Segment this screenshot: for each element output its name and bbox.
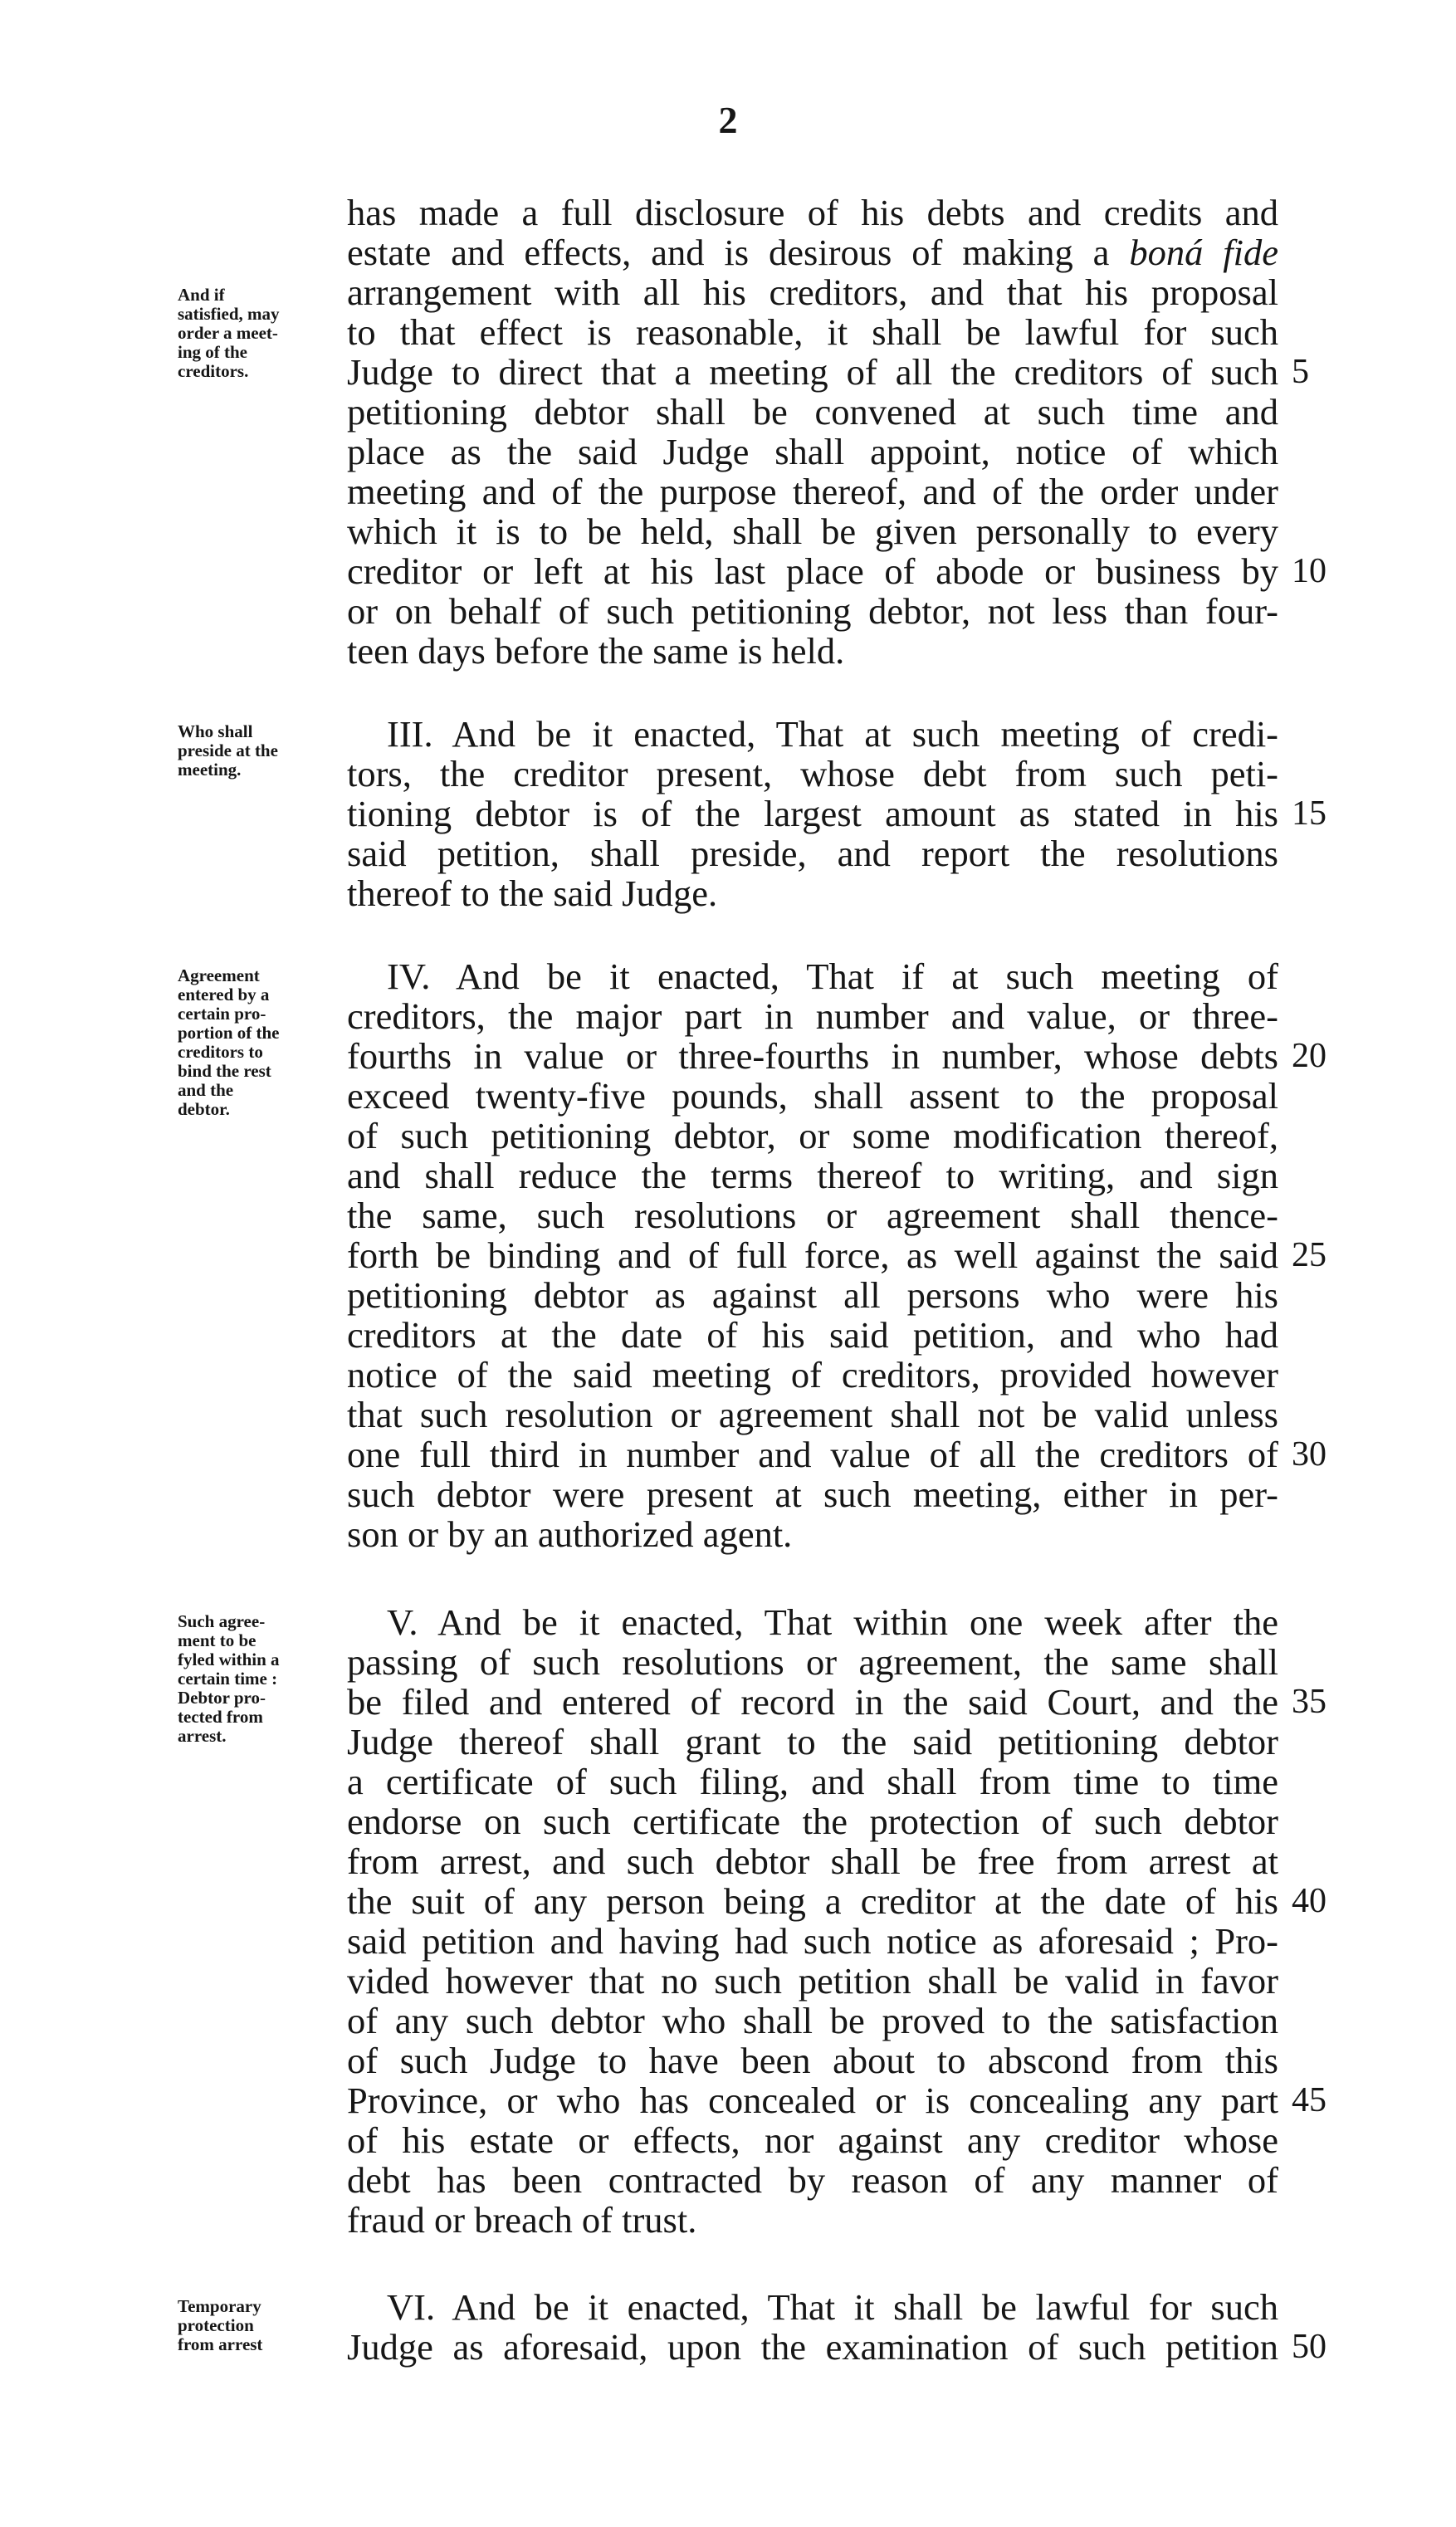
- marginal-note-line: Such agree-: [178, 1611, 266, 1631]
- body-line: [347, 1275, 1278, 1315]
- body-line: [347, 833, 1278, 873]
- marginal-note-line: order a meet-: [178, 323, 278, 343]
- body-line-text: of his estate or effects, nor against any creditor whose: [347, 2119, 1278, 2161]
- body-line-text: thereof to the said Judge.: [347, 872, 718, 914]
- body-line: [347, 1474, 1278, 1514]
- body-line-text: teen days before the same is held.: [347, 630, 845, 672]
- body-line-text: V. And be it enacted, That within one week after the: [387, 1601, 1278, 1643]
- body-line-text: such debtor were present at such meeting, either in per-: [347, 1474, 1278, 1515]
- marginal-note-line: from arrest: [178, 2334, 263, 2354]
- body-line-text: passing of such resolutions or agreement, the same shall: [347, 1641, 1278, 1683]
- body-line: [347, 1514, 1278, 1554]
- body-line: [347, 1116, 1278, 1156]
- body-line: [347, 1841, 1278, 1881]
- body-line: [347, 432, 1278, 472]
- body-line: [347, 1642, 1278, 1682]
- body-line-text: creditor or left at his last place of abode or business by: [347, 550, 1278, 592]
- body-line-text: of such petitioning debtor, or some modification thereof,: [347, 1115, 1278, 1156]
- body-line: [347, 1762, 1278, 1801]
- marginal-note: [178, 2297, 344, 2354]
- marginal-note-line: meeting.: [178, 760, 242, 780]
- body-line: [347, 1435, 1278, 1474]
- body-line-text: has made a full disclosure of his debts and credits and: [347, 192, 1278, 233]
- marginal-note-line: ing of the: [178, 342, 247, 362]
- body-line: [347, 392, 1278, 432]
- body-line-text: the same, such resolutions or agreement shall thence-: [347, 1195, 1278, 1236]
- marginal-note-line: Agreement: [178, 965, 260, 985]
- marginal-note-line: debtor.: [178, 1099, 230, 1119]
- body-line: [347, 1961, 1278, 2001]
- marginal-note-line: certain pro-: [178, 1004, 266, 1024]
- body-line-text: the suit of any person being a creditor at the date of his: [347, 1880, 1278, 1922]
- body-line-text: Judge thereof shall grant to the said petitioning debtor: [347, 1721, 1278, 1762]
- body-line-text: vided however that no such petition shall be valid in favor: [347, 1960, 1278, 2002]
- body-line-text: said petition, shall preside, and report the resolutions: [347, 833, 1278, 874]
- body-line-text: arrangement with all his creditors, and that his proposal: [347, 271, 1278, 313]
- marginal-note-line: certain time :: [178, 1669, 278, 1689]
- body-line: [347, 2160, 1278, 2200]
- body-line-text: creditors, the major part in number and value, or three-: [347, 995, 1278, 1037]
- body-line-text: forth be binding and of full force, as well against the said: [347, 1234, 1278, 1276]
- body-line-text: Province, or who has concealed or is concealing any part: [347, 2080, 1278, 2121]
- body-line-text: to that effect is reasonable, it shall be lawful for such: [347, 311, 1278, 353]
- body-line: [347, 2327, 1278, 2367]
- body-line-text: of such Judge to have been about to abscond from this: [347, 2040, 1278, 2081]
- line-number: 45: [1292, 2081, 1327, 2119]
- marginal-note-line: fyled within a: [178, 1650, 280, 1669]
- body-line: [347, 1395, 1278, 1435]
- body-line: [387, 956, 1278, 996]
- body-line-text: meeting and of the purpose thereof, and of the order under: [347, 471, 1278, 512]
- body-line: [347, 1921, 1278, 1961]
- body-line-text: tors, the creditor present, whose debt from such peti-: [347, 753, 1278, 794]
- marginal-note-line: entered by a: [178, 985, 270, 1004]
- body-line-text: petitioning debtor shall be convened at such time and: [347, 391, 1278, 433]
- body-line: [347, 352, 1278, 392]
- body-line: [347, 1722, 1278, 1762]
- line-number: 30: [1292, 1435, 1327, 1474]
- line-number: 50: [1292, 2328, 1327, 2366]
- body-line-text: said petition and having had such notice as aforesaid ; Pro-: [347, 1920, 1278, 1962]
- body-line-text: son or by an authorized agent.: [347, 1513, 793, 1555]
- italic-phrase: boná fide: [1129, 232, 1278, 273]
- body-line: [347, 1076, 1278, 1116]
- marginal-note: [178, 286, 344, 381]
- marginal-note-line: preside at the: [178, 741, 278, 760]
- line-number: 40: [1292, 1882, 1327, 1920]
- body-line: [347, 2120, 1278, 2160]
- body-line-text: fraud or breach of trust.: [347, 2199, 697, 2241]
- marginal-note-line: bind the rest: [178, 1061, 271, 1081]
- marginal-note: [178, 966, 344, 1119]
- body-line-text: or on behalf of such petitioning debtor, not less than four-: [347, 590, 1278, 632]
- body-line: [347, 2080, 1278, 2120]
- marginal-note-line: and the: [178, 1080, 234, 1100]
- body-line-text: petitioning debtor as against all persons who were his: [347, 1274, 1278, 1316]
- body-line-text: which it is to be held, shall be given personally to every: [347, 511, 1278, 552]
- body-line: [347, 232, 1278, 272]
- marginal-note-line: ment to be: [178, 1630, 257, 1650]
- body-line-text: fourths in value or three-fourths in number, whose debts: [347, 1035, 1278, 1077]
- marginal-note-line: And if: [178, 285, 225, 305]
- body-line: [347, 551, 1278, 591]
- body-line: [347, 2200, 1278, 2240]
- body-line: [347, 996, 1278, 1036]
- body-line: [347, 272, 1278, 312]
- marginal-note-line: tected from: [178, 1707, 263, 1727]
- body-line: [347, 1881, 1278, 1921]
- marginal-note: [178, 1612, 344, 1746]
- body-line: [347, 312, 1278, 352]
- marginal-note-line: protection: [178, 2315, 254, 2335]
- body-line: [347, 1156, 1278, 1195]
- body-line: [347, 1355, 1278, 1395]
- line-number: 5: [1292, 353, 1309, 391]
- body-line-text: Judge to direct that a meeting of all the creditors of such: [347, 351, 1278, 393]
- body-line-text: from arrest, and such debtor shall be free from arrest at: [347, 1840, 1278, 1882]
- body-line: [347, 1682, 1278, 1722]
- body-line: [347, 511, 1278, 551]
- marginal-note-line: arrest.: [178, 1726, 227, 1746]
- line-number: 20: [1292, 1037, 1327, 1075]
- line-number: 35: [1292, 1683, 1327, 1721]
- body-line: [387, 1602, 1278, 1642]
- body-line-text: of any such debtor who shall be proved to the satisfaction: [347, 2000, 1278, 2041]
- body-line-text: Judge as aforesaid, upon the examination of such petition: [347, 2326, 1278, 2368]
- body-line: [347, 754, 1278, 794]
- body-line-text: place as the said Judge shall appoint, notice of which: [347, 431, 1278, 472]
- body-line: [347, 193, 1278, 232]
- body-line-text: tioning debtor is of the largest amount as stated in his: [347, 793, 1278, 834]
- body-line: [347, 631, 1278, 671]
- marginal-note-line: satisfied, may: [178, 304, 280, 324]
- body-line-text: estate and effects, and is desirous of making a: [347, 232, 1130, 273]
- body-line-text: endorse on such certificate the protection of such debtor: [347, 1801, 1278, 1842]
- body-line: [347, 873, 1278, 913]
- body-line-text: exceed twenty-five pounds, shall assent to the proposal: [347, 1075, 1278, 1117]
- body-line-text: IV. And be it enacted, That if at such meeting of: [387, 956, 1278, 997]
- line-number: 25: [1292, 1236, 1327, 1274]
- body-line-text: that such resolution or agreement shall not be valid unless: [347, 1394, 1278, 1435]
- body-line: [347, 2001, 1278, 2041]
- body-line-text: III. And be it enacted, That at such meeting of credi-: [387, 713, 1278, 755]
- line-number: 10: [1292, 552, 1327, 590]
- line-number: 15: [1292, 794, 1327, 833]
- marginal-note-line: creditors.: [178, 361, 249, 381]
- marginal-note-line: Debtor pro-: [178, 1688, 266, 1708]
- body-line: [347, 2041, 1278, 2080]
- marginal-note-line: Temporary: [178, 2296, 261, 2316]
- body-line-text: be filed and entered of record in the said Court, and the: [347, 1681, 1278, 1723]
- body-line: [387, 714, 1278, 754]
- body-line: [347, 472, 1278, 511]
- marginal-note-line: Who shall: [178, 721, 253, 741]
- body-line: [347, 794, 1278, 833]
- body-line: [347, 1235, 1278, 1275]
- body-line-text: debt has been contracted by reason of any manner of: [347, 2159, 1278, 2201]
- body-line: [347, 591, 1278, 631]
- body-line-text: a certificate of such filing, and shall from time to time: [347, 1761, 1278, 1802]
- body-line: [347, 1036, 1278, 1076]
- body-line: [347, 1195, 1278, 1235]
- body-line-text: VI. And be it enacted, That it shall be lawful for such: [387, 2286, 1278, 2328]
- page-number: 2: [718, 99, 738, 141]
- body-line: [347, 1801, 1278, 1841]
- marginal-note: [178, 722, 344, 780]
- marginal-note-line: portion of the: [178, 1023, 280, 1043]
- body-line-text: notice of the said meeting of creditors, provided however: [347, 1354, 1278, 1395]
- marginal-note-line: creditors to: [178, 1042, 263, 1062]
- body-line: [387, 2287, 1278, 2327]
- body-line-text: one full third in number and value of all the creditors of: [347, 1434, 1278, 1475]
- body-line: [347, 1315, 1278, 1355]
- body-line-text: and shall reduce the terms thereof to writing, and sign: [347, 1155, 1278, 1196]
- body-line-text: creditors at the date of his said petition, and who had: [347, 1314, 1278, 1356]
